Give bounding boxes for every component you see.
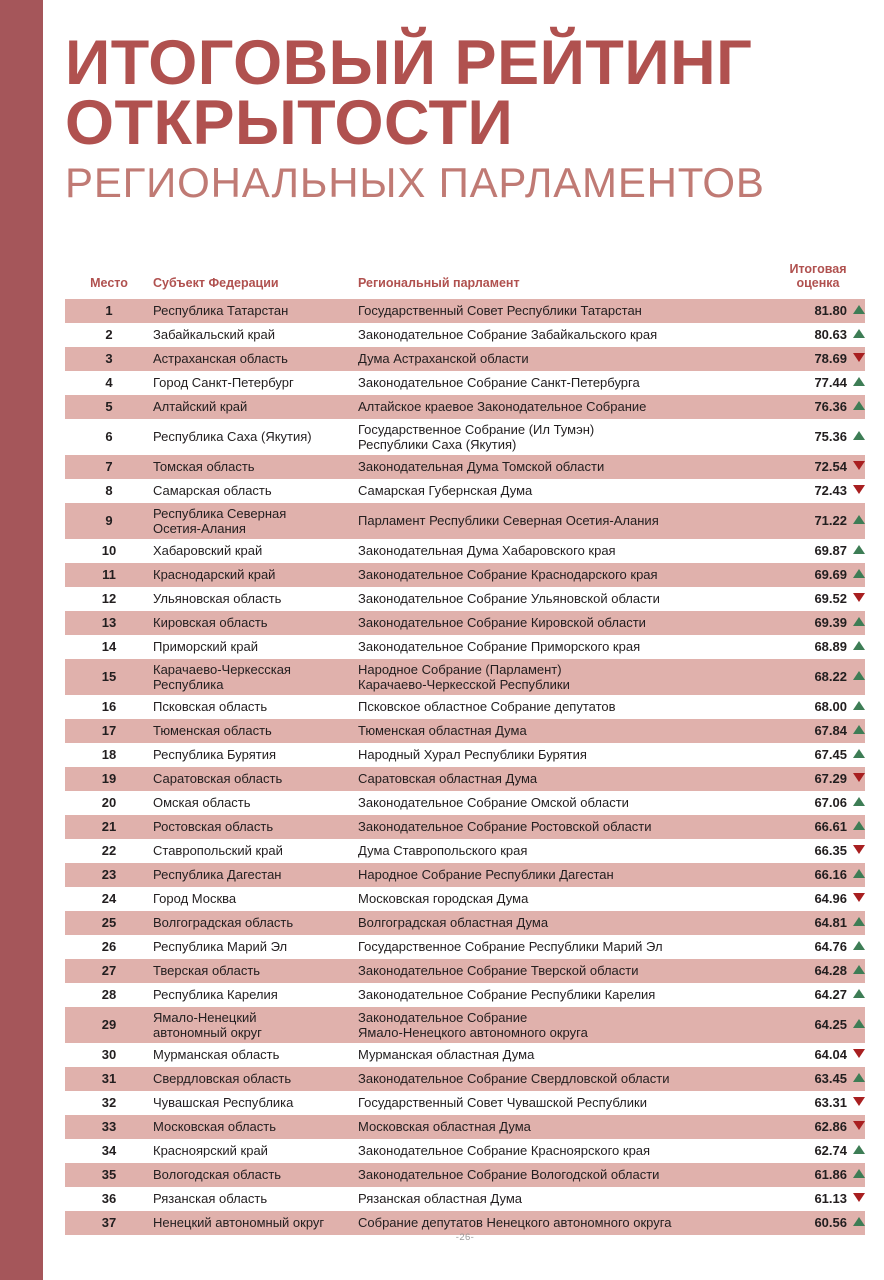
cell-parliament: Законодательное Собрание Ямало-Ненецкого автономного округа	[358, 1009, 588, 1040]
cell-score	[771, 299, 865, 323]
decorative-left-band	[0, 0, 43, 1280]
cell-parliament: Народный Хурал Республики Бурятия	[358, 747, 587, 763]
table-row	[65, 911, 865, 935]
score-value: 68.00	[814, 699, 847, 715]
score-value: 76.36	[814, 399, 847, 415]
cell-subject: Республика Татарстан	[153, 303, 289, 319]
table-row	[65, 863, 865, 887]
cell-subject: Республика Марий Эл	[153, 939, 288, 955]
cell-rank: 33	[101, 1119, 117, 1135]
cell-rank: 8	[105, 483, 113, 499]
trend-up-icon	[853, 821, 865, 830]
cell-rank: 14	[101, 639, 117, 655]
trend-up-icon	[853, 1169, 865, 1178]
column-header-score-line1: Итоговая	[789, 262, 847, 276]
cell-subject: Ненецкий автономный округ	[153, 1215, 325, 1231]
cell-subject: Республика Саха (Якутия)	[153, 429, 312, 445]
cell-score	[771, 863, 865, 887]
table-row	[65, 1163, 865, 1187]
cell-score	[771, 395, 865, 419]
cell-parliament: Государственный Совет Республики Татарстан	[358, 303, 642, 319]
trend-up-icon	[853, 1019, 865, 1028]
table-row	[65, 695, 865, 719]
score-value: 81.80	[814, 303, 847, 319]
cell-subject: Вологодская область	[153, 1167, 282, 1183]
page-number: -26-	[455, 1232, 475, 1243]
trend-up-icon	[853, 797, 865, 806]
trend-up-icon	[853, 671, 865, 680]
table-row	[65, 983, 865, 1007]
score-value: 67.06	[814, 795, 847, 811]
cell-parliament: Народное Собрание (Парламент) Карачаево-Черкесской Республики	[358, 661, 570, 692]
score-value: 66.16	[814, 867, 847, 883]
trend-up-icon	[853, 1073, 865, 1082]
cell-parliament: Московская областная Дума	[358, 1119, 531, 1135]
cell-score	[771, 935, 865, 959]
cell-parliament: Законодательное Собрание Приморского края	[358, 639, 641, 655]
cell-subject: Чувашская Республика	[153, 1095, 294, 1111]
score-value: 72.43	[814, 483, 847, 499]
cell-rank: 5	[105, 399, 113, 415]
cell-rank: 15	[101, 669, 117, 685]
table-row	[65, 1007, 865, 1043]
score-value: 63.31	[814, 1095, 847, 1111]
cell-subject: Московская область	[153, 1119, 277, 1135]
score-value: 69.69	[814, 567, 847, 583]
cell-rank: 1	[105, 303, 113, 319]
cell-parliament: Законодательное Собрание Санкт-Петербурга	[358, 375, 640, 391]
cell-subject: Город Москва	[153, 891, 237, 907]
cell-parliament: Законодательное Собрание Ульяновской области	[358, 591, 660, 607]
cell-parliament: Собрание депутатов Ненецкого автономного округа	[358, 1215, 672, 1231]
cell-score	[771, 455, 865, 479]
cell-subject: Самарская область	[153, 483, 272, 499]
score-value: 68.22	[814, 669, 847, 685]
column-header-score-line2: оценка	[796, 276, 840, 290]
cell-parliament: Дума Ставропольского края	[358, 843, 528, 859]
cell-score	[771, 695, 865, 719]
trend-down-icon	[853, 773, 865, 782]
cell-rank: 20	[101, 795, 117, 811]
cell-score	[771, 743, 865, 767]
cell-parliament: Государственное Собрание Республики Марий Эл	[358, 939, 663, 955]
trend-up-icon	[853, 329, 865, 338]
cell-rank: 34	[101, 1143, 117, 1159]
cell-parliament: Народное Собрание Республики Дагестан	[358, 867, 614, 883]
cell-score	[771, 419, 865, 455]
trend-up-icon	[853, 377, 865, 386]
trend-down-icon	[853, 1193, 865, 1202]
trend-up-icon	[853, 569, 865, 578]
table-row	[65, 611, 865, 635]
trend-down-icon	[853, 353, 865, 362]
column-header-rank: Место	[90, 276, 128, 290]
score-value: 64.96	[814, 891, 847, 907]
cell-parliament: Тюменская областная Дума	[358, 723, 527, 739]
score-value: 62.86	[814, 1119, 847, 1135]
cell-score	[771, 1187, 865, 1211]
trend-up-icon	[853, 965, 865, 974]
cell-rank: 3	[105, 351, 113, 367]
cell-score	[771, 983, 865, 1007]
trend-up-icon	[853, 917, 865, 926]
score-value: 64.27	[814, 987, 847, 1003]
score-value: 61.86	[814, 1167, 847, 1183]
table-header-row	[65, 262, 865, 299]
cell-score	[771, 479, 865, 503]
cell-parliament: Законодательное Собрание Республики Карелия	[358, 987, 656, 1003]
cell-score	[771, 791, 865, 815]
page-title-line-2: ОТКРЫТОСТИ	[65, 88, 514, 159]
cell-subject: Красноярский край	[153, 1143, 268, 1159]
cell-subject: Рязанская область	[153, 1191, 268, 1207]
score-value: 69.39	[814, 615, 847, 631]
cell-parliament: Государственный Совет Чувашской Республики	[358, 1095, 647, 1111]
cell-rank: 21	[101, 819, 117, 835]
cell-score	[771, 587, 865, 611]
trend-down-icon	[853, 593, 865, 602]
trend-down-icon	[853, 1097, 865, 1106]
trend-up-icon	[853, 545, 865, 554]
cell-rank: 30	[101, 1047, 117, 1063]
score-value: 60.56	[814, 1215, 847, 1231]
cell-score	[771, 1139, 865, 1163]
score-value: 64.81	[814, 915, 847, 931]
cell-rank: 13	[101, 615, 117, 631]
table-row	[65, 791, 865, 815]
cell-rank: 31	[101, 1071, 117, 1087]
trend-down-icon	[853, 893, 865, 902]
trend-up-icon	[853, 1217, 865, 1226]
cell-subject: Хабаровский край	[153, 543, 263, 559]
table-row	[65, 935, 865, 959]
score-value: 71.22	[814, 513, 847, 529]
table-row	[65, 539, 865, 563]
cell-subject: Город Санкт-Петербург	[153, 375, 294, 391]
cell-parliament: Законодательная Дума Томской области	[358, 459, 605, 475]
cell-score	[771, 767, 865, 791]
cell-rank: 22	[101, 843, 117, 859]
cell-parliament: Государственное Собрание (Ил Тумэн) Республики Саха (Якутия)	[358, 421, 595, 452]
cell-parliament: Законодательное Собрание Забайкальского края	[358, 327, 658, 343]
cell-subject: Волгоградская область	[153, 915, 294, 931]
cell-rank: 17	[101, 723, 117, 739]
table-row	[65, 659, 865, 695]
cell-subject: Забайкальский край	[153, 327, 276, 343]
table-row	[65, 587, 865, 611]
trend-down-icon	[853, 1121, 865, 1130]
cell-parliament: Парламент Республики Северная Осетия-Алания	[358, 513, 659, 529]
cell-parliament: Законодательное Собрание Омской области	[358, 795, 629, 811]
score-value: 64.25	[814, 1017, 847, 1033]
cell-parliament: Законодательное Собрание Краснодарского края	[358, 567, 658, 583]
cell-rank: 18	[101, 747, 117, 763]
cell-subject: Краснодарский край	[153, 567, 276, 583]
cell-subject: Томская область	[153, 459, 255, 475]
score-value: 69.87	[814, 543, 847, 559]
table-row	[65, 419, 865, 455]
cell-score	[771, 1007, 865, 1043]
page-subtitle: РЕГИОНАЛЬНЫХ ПАРЛАМЕНТОВ	[65, 159, 765, 207]
cell-subject: Тюменская область	[153, 723, 272, 739]
trend-down-icon	[853, 1049, 865, 1058]
table-row	[65, 767, 865, 791]
cell-parliament: Законодательное Собрание Красноярского края	[358, 1143, 651, 1159]
table-row	[65, 455, 865, 479]
cell-score	[771, 839, 865, 863]
score-value: 64.04	[814, 1047, 847, 1063]
table-row	[65, 1115, 865, 1139]
cell-score	[771, 611, 865, 635]
score-value: 67.45	[814, 747, 847, 763]
cell-subject: Саратовская область	[153, 771, 283, 787]
trend-up-icon	[853, 431, 865, 440]
cell-score	[771, 815, 865, 839]
cell-subject: Псковская область	[153, 699, 268, 715]
score-value: 62.74	[814, 1143, 847, 1159]
table-row	[65, 635, 865, 659]
table-row	[65, 1067, 865, 1091]
table-row	[65, 299, 865, 323]
cell-parliament: Московская городская Дума	[358, 891, 529, 907]
table-row	[65, 959, 865, 983]
score-value: 78.69	[814, 351, 847, 367]
trend-up-icon	[853, 401, 865, 410]
table-body	[65, 299, 865, 1235]
trend-up-icon	[853, 725, 865, 734]
cell-subject: Ульяновская область	[153, 591, 282, 607]
page-title-line-1: ИТОГОВЫЙ РЕЙТИНГ	[65, 28, 753, 98]
cell-parliament: Волгоградская областная Дума	[358, 915, 549, 931]
cell-rank: 32	[101, 1095, 117, 1111]
cell-rank: 2	[105, 327, 113, 343]
table-row	[65, 1139, 865, 1163]
cell-score	[771, 887, 865, 911]
cell-score	[771, 719, 865, 743]
cell-subject: Приморский край	[153, 639, 258, 655]
cell-score	[771, 911, 865, 935]
cell-rank: 7	[105, 459, 113, 475]
cell-rank: 37	[101, 1215, 117, 1231]
cell-parliament: Дума Астраханской области	[358, 351, 529, 367]
cell-subject: Тверская область	[153, 963, 261, 979]
cell-score	[771, 503, 865, 539]
cell-subject: Карачаево-Черкесская Республика	[153, 661, 291, 692]
score-value: 69.52	[814, 591, 847, 607]
table-row	[65, 719, 865, 743]
cell-score	[771, 539, 865, 563]
cell-subject: Свердловская область	[153, 1071, 292, 1087]
cell-subject: Республика Дагестан	[153, 867, 282, 883]
table-row	[65, 347, 865, 371]
trend-up-icon	[853, 989, 865, 998]
score-value: 75.36	[814, 429, 847, 445]
cell-subject: Ставропольский край	[153, 843, 283, 859]
cell-parliament: Саратовская областная Дума	[358, 771, 538, 787]
cell-rank: 16	[101, 699, 117, 715]
trend-down-icon	[853, 485, 865, 494]
cell-subject: Ростовская область	[153, 819, 274, 835]
score-value: 72.54	[814, 459, 847, 475]
cell-parliament: Законодательное Собрание Тверской области	[358, 963, 639, 979]
cell-subject: Алтайский край	[153, 399, 248, 415]
cell-rank: 19	[101, 771, 117, 787]
table-row	[65, 479, 865, 503]
cell-parliament: Законодательное Собрание Кировской области	[358, 615, 646, 631]
cell-rank: 4	[105, 375, 113, 391]
cell-rank: 6	[105, 429, 113, 445]
table-row	[65, 1187, 865, 1211]
cell-rank: 9	[105, 513, 113, 529]
cell-subject: Мурманская область	[153, 1047, 280, 1063]
trend-up-icon	[853, 515, 865, 524]
cell-score	[771, 659, 865, 695]
score-value: 66.61	[814, 819, 847, 835]
cell-score	[771, 1115, 865, 1139]
trend-up-icon	[853, 701, 865, 710]
cell-rank: 24	[101, 891, 117, 907]
cell-score	[771, 371, 865, 395]
cell-rank: 35	[101, 1167, 117, 1183]
rating-table	[65, 262, 865, 1235]
table-row	[65, 815, 865, 839]
trend-up-icon	[853, 305, 865, 314]
column-header-parliament: Региональный парламент	[358, 276, 520, 290]
table-row	[65, 1091, 865, 1115]
cell-parliament: Алтайское краевое Законодательное Собрание	[358, 399, 647, 415]
cell-parliament: Законодательное Собрание Ростовской области	[358, 819, 652, 835]
cell-score	[771, 959, 865, 983]
score-value: 66.35	[814, 843, 847, 859]
cell-rank: 36	[101, 1191, 117, 1207]
cell-rank: 26	[101, 939, 117, 955]
score-value: 77.44	[814, 375, 847, 391]
trend-up-icon	[853, 869, 865, 878]
trend-up-icon	[853, 941, 865, 950]
cell-parliament: Псковское областное Собрание депутатов	[358, 699, 616, 715]
cell-subject: Ямало-Ненецкий автономный округ	[153, 1009, 262, 1040]
table-header	[65, 262, 865, 299]
cell-subject: Астраханская область	[153, 351, 288, 367]
cell-parliament: Законодательная Дума Хабаровского края	[358, 543, 616, 559]
page-heading	[65, 28, 855, 207]
cell-subject: Омская область	[153, 795, 251, 811]
cell-parliament: Самарская Губернская Дума	[358, 483, 533, 499]
cell-rank: 11	[102, 567, 116, 583]
cell-score	[771, 1043, 865, 1067]
table-row	[65, 887, 865, 911]
cell-parliament: Законодательное Собрание Вологодской области	[358, 1167, 660, 1183]
table-row	[65, 371, 865, 395]
cell-subject: Кировская область	[153, 615, 268, 631]
cell-rank: 12	[101, 591, 117, 607]
trend-up-icon	[853, 749, 865, 758]
score-value: 64.76	[814, 939, 847, 955]
score-value: 61.13	[814, 1191, 847, 1207]
table-row	[65, 503, 865, 539]
cell-score	[771, 563, 865, 587]
trend-up-icon	[853, 1145, 865, 1154]
trend-down-icon	[853, 845, 865, 854]
cell-parliament: Мурманская областная Дума	[358, 1047, 535, 1063]
cell-rank: 27	[101, 963, 117, 979]
cell-parliament: Рязанская областная Дума	[358, 1191, 523, 1207]
cell-score	[771, 635, 865, 659]
cell-subject: Республика Карелия	[153, 987, 278, 1003]
cell-rank: 29	[101, 1017, 117, 1033]
cell-score	[771, 1163, 865, 1187]
cell-score	[771, 347, 865, 371]
cell-subject: Республика Северная Осетия-Алания	[153, 505, 287, 536]
cell-score	[771, 323, 865, 347]
cell-score	[771, 1091, 865, 1115]
table-row	[65, 839, 865, 863]
column-header-subject: Субъект Федерации	[153, 276, 279, 290]
cell-rank: 28	[101, 987, 117, 1003]
cell-rank: 23	[101, 867, 117, 883]
table-row	[65, 1043, 865, 1067]
score-value: 80.63	[814, 327, 847, 343]
table-row	[65, 323, 865, 347]
cell-parliament: Законодательное Собрание Свердловской области	[358, 1071, 670, 1087]
score-value: 67.84	[814, 723, 847, 739]
score-value: 64.28	[814, 963, 847, 979]
score-value: 68.89	[814, 639, 847, 655]
trend-up-icon	[853, 641, 865, 650]
cell-rank: 10	[101, 543, 117, 559]
score-value: 67.29	[814, 771, 847, 787]
trend-up-icon	[853, 617, 865, 626]
table-row	[65, 563, 865, 587]
column-header-score	[771, 262, 865, 299]
table-row	[65, 395, 865, 419]
cell-rank: 25	[101, 915, 117, 931]
trend-down-icon	[853, 461, 865, 470]
table-row	[65, 743, 865, 767]
page-content	[43, 0, 884, 1280]
score-value: 63.45	[814, 1071, 847, 1087]
cell-score	[771, 1067, 865, 1091]
cell-subject: Республика Бурятия	[153, 747, 277, 763]
